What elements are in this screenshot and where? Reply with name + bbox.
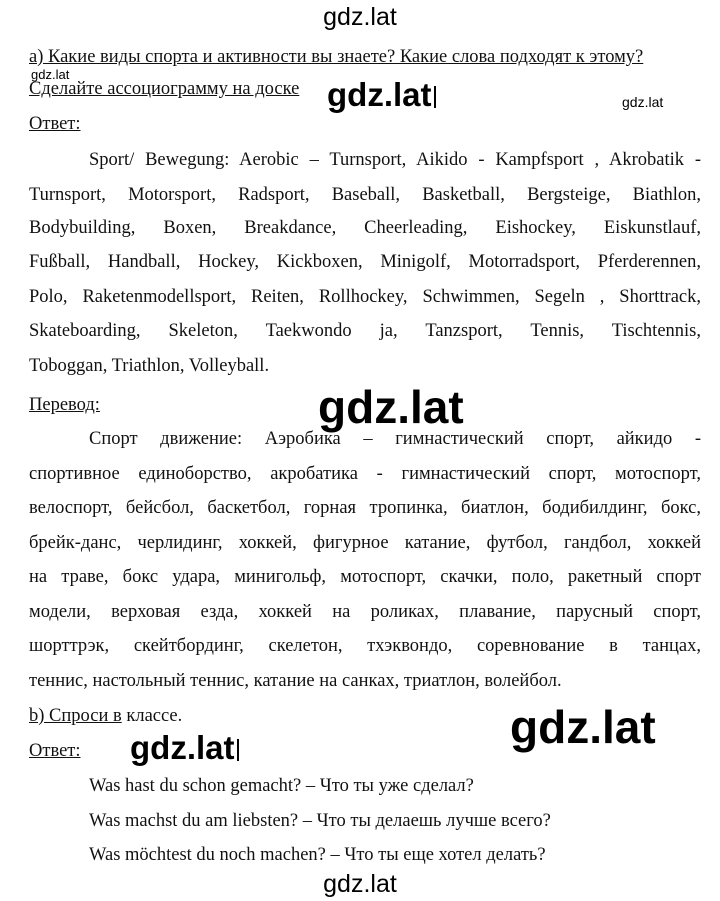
answer-b-line: Was hast du schon gemacht? – Что ты уже сделал? [89,776,474,796]
cursor-mark [434,86,436,108]
translation-line: Спорт движение: Аэробика – гимнастический спорт, айкидо - [89,429,701,449]
translation-line: на траве, бокс удара, минигольф, мотоспорт, скачки, поло, ракетный спорт [29,567,701,587]
answer-a-label: Ответ: [29,114,81,134]
answer-a-line: Turnsport, Motorsport, Radsport, Baseball, Basketball, Bergsteige, Biathlon, [29,185,701,205]
watermark-small-right: gdz.lat [622,94,664,110]
watermark-bold-3: gdz.lat [510,701,656,753]
translation-label: Перевод: [29,395,100,415]
answer-a-line: Polo, Raketenmodellsport, Reiten, Rollhockey, Schwimmen, Segeln , Shorttrack, [29,287,701,307]
answer-a-line: Bodybuilding, Boxen, Breakdance, Cheerleading, Eishockey, Eiskunstlauf, [29,218,701,238]
question-b-underlined: b) Спроси в [29,706,122,726]
answer-b-label: Ответ: [29,741,81,761]
answer-a-line: Toboggan, Triathlon, Volleyball. [29,356,270,376]
watermark-bold-2: gdz.lat [318,381,464,433]
translation-line: спортивное единоборство, акробатика - гимнастический спорт, мотоспорт, [29,464,701,484]
answer-b-line: Was möchtest du noch machen? – Что ты еще хотел делать? [89,845,546,865]
answer-b-line: Was machst du am liebsten? – Что ты делаешь лучше всего? [89,811,551,831]
watermark-bottom: gdz.lat [323,870,397,898]
translation-line: велоспорт, бейсбол, баскетбол, горная тропинка, биатлон, бодибилдинг, бокс, [29,498,701,518]
question-a-line-1: a) Какие виды спорта и активности вы знаете? Какие слова подходят к этому? [29,47,644,67]
watermark-tiny: gdz.lat [31,67,70,82]
watermark-bold-1: gdz.lat [327,76,436,114]
watermark-bold-4: gdz.lat [130,729,239,767]
translation-line: теннис, настольный теннис, катание на санках, триатлон, волейбол. [29,671,562,691]
translation-line: брейк-данс, черлидинг, хоккей, фигурное катание, футбол, гандбол, хоккей [29,533,701,553]
answer-a-line: Fußball, Handball, Hockey, Kickboxen, Minigolf, Motorradsport, Pferderennen, [29,252,701,272]
translation-line: модели, верховая езда, хоккей на роликах, плавание, парусный спорт, [29,602,701,622]
watermark-top: gdz.lat [323,3,397,31]
cursor-mark [237,739,239,761]
answer-a-line: Sport/ Bewegung: Aerobic – Turnsport, Aikido - Kampfsport , Akrobatik - [89,150,701,170]
translation-line: шорттрэк, скейтбординг, скелетон, тхэквондо, соревнование в танцах, [29,636,701,656]
answer-a-line: Skateboarding, Skeleton, Taekwondo ja, Tanzsport, Tennis, Tischtennis, [29,321,701,341]
question-a-line-2-text: Сделайте ассоциограмму на доске [29,79,300,99]
question-b-rest: классе. [121,706,183,726]
